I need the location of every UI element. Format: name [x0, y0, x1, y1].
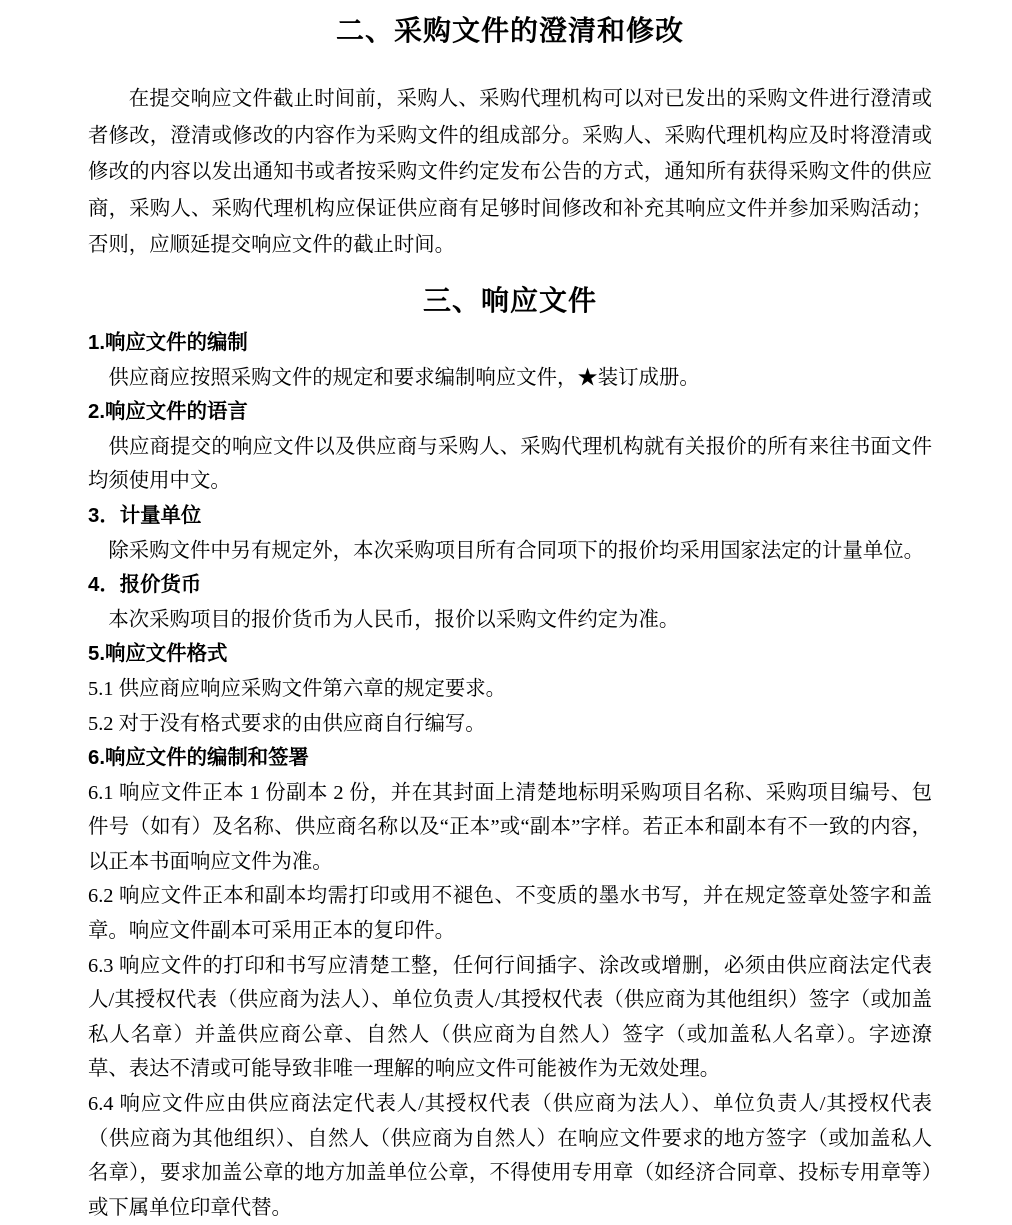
response-items — [88, 326, 932, 1225]
item-4-heading: 4．报价货币 — [88, 574, 202, 597]
item-2-heading: 2.响应文件的语言 — [88, 401, 248, 424]
item-3-body: 除采购文件中另有规定外，本次采购项目所有合同项下的报价均采用国家法定的计量单位。 — [108, 539, 925, 562]
clarification-paragraph: 在提交响应文件截止时间前，采购人、采购代理机构可以对已发出的采购文件进行澄清或者修改，澄清或修改的内容作为采购文件的组成部分。采购人、采购代理机构应及时将澄清或修改的内容以发出通知书或者按采购文件约定发布公告的方式，通知所有获得采购文件的供应商，采购人、采购代理机构应保证供应商有足够时间修改和补充其响应文件并参加采购活动；否则，应顺延提交响应文件的截止时间。 — [88, 88, 932, 257]
item-6-clause-3: 6.3 响应文件的打印和书写应清楚工整，任何行间插字、涂改或增删，必须由供应商法定代表人/其授权代表（供应商为法人）、单位负责人/其授权代表（供应商为其他组织）签字（或加盖私人名章）并盖供应商公章、自然人（供应商为自然人）签字（或加盖私人名章）。字迹潦草、表达不清或可能导致非唯一理解的响应文件可能被作为无效处理。 — [88, 954, 932, 1081]
item-5-heading: 5.响应文件格式 — [88, 643, 228, 666]
item-5-clause-1: 5.1 供应商应响应采购文件第六章的规定要求。 — [88, 677, 507, 700]
item-6-clause-1: 6.1 响应文件正本 1 份副本 2 份，并在其封面上清楚地标明采购项目名称、采购项目编号、包件号（如有）及名称、供应商名称以及“正本”或“副本”字样。若正本和副本有不一致的内容，以正本书面响应文件为准。 — [88, 781, 932, 873]
item-3-heading: 3．计量单位 — [88, 504, 202, 527]
item-2-body: 供应商提交的响应文件以及供应商与采购人、采购代理机构就有关报价的所有来往书面文件均须使用中文。 — [88, 435, 932, 493]
item-6-clause-2: 6.2 响应文件正本和副本均需打印或用不褪色、不变质的墨水书写，并在规定签章处签字和盖章。响应文件副本可采用正本的复印件。 — [88, 885, 932, 943]
item-1-body: 供应商应按照采购文件的规定和要求编制响应文件，★装订成册。 — [108, 366, 700, 389]
item-6-clause-4: 6.4 响应文件应由供应商法定代表人/其授权代表（供应商为法人）、单位负责人/其授权代表（供应商为其他组织）、自然人（供应商为自然人）在响应文件要求的地方签字（或加盖私人名章），要求加盖公章的地方加盖单位公章，不得使用专用章（如经济合同章、投标专用章等）或下属单位印章代替。 — [88, 1093, 932, 1219]
item-6-heading: 6.响应文件的编制和签署 — [88, 747, 309, 770]
item-1-heading: 1.响应文件的编制 — [88, 331, 248, 354]
section-title-response: 三、响应文件 — [422, 284, 597, 316]
item-4-body: 本次采购项目的报价货币为人民币，报价以采购文件约定为准。 — [108, 608, 680, 631]
section-title-clarification: 二、采购文件的澄清和修改 — [335, 15, 684, 46]
item-5-clause-2: 5.2 对于没有格式要求的由供应商自行编写。 — [88, 712, 486, 735]
